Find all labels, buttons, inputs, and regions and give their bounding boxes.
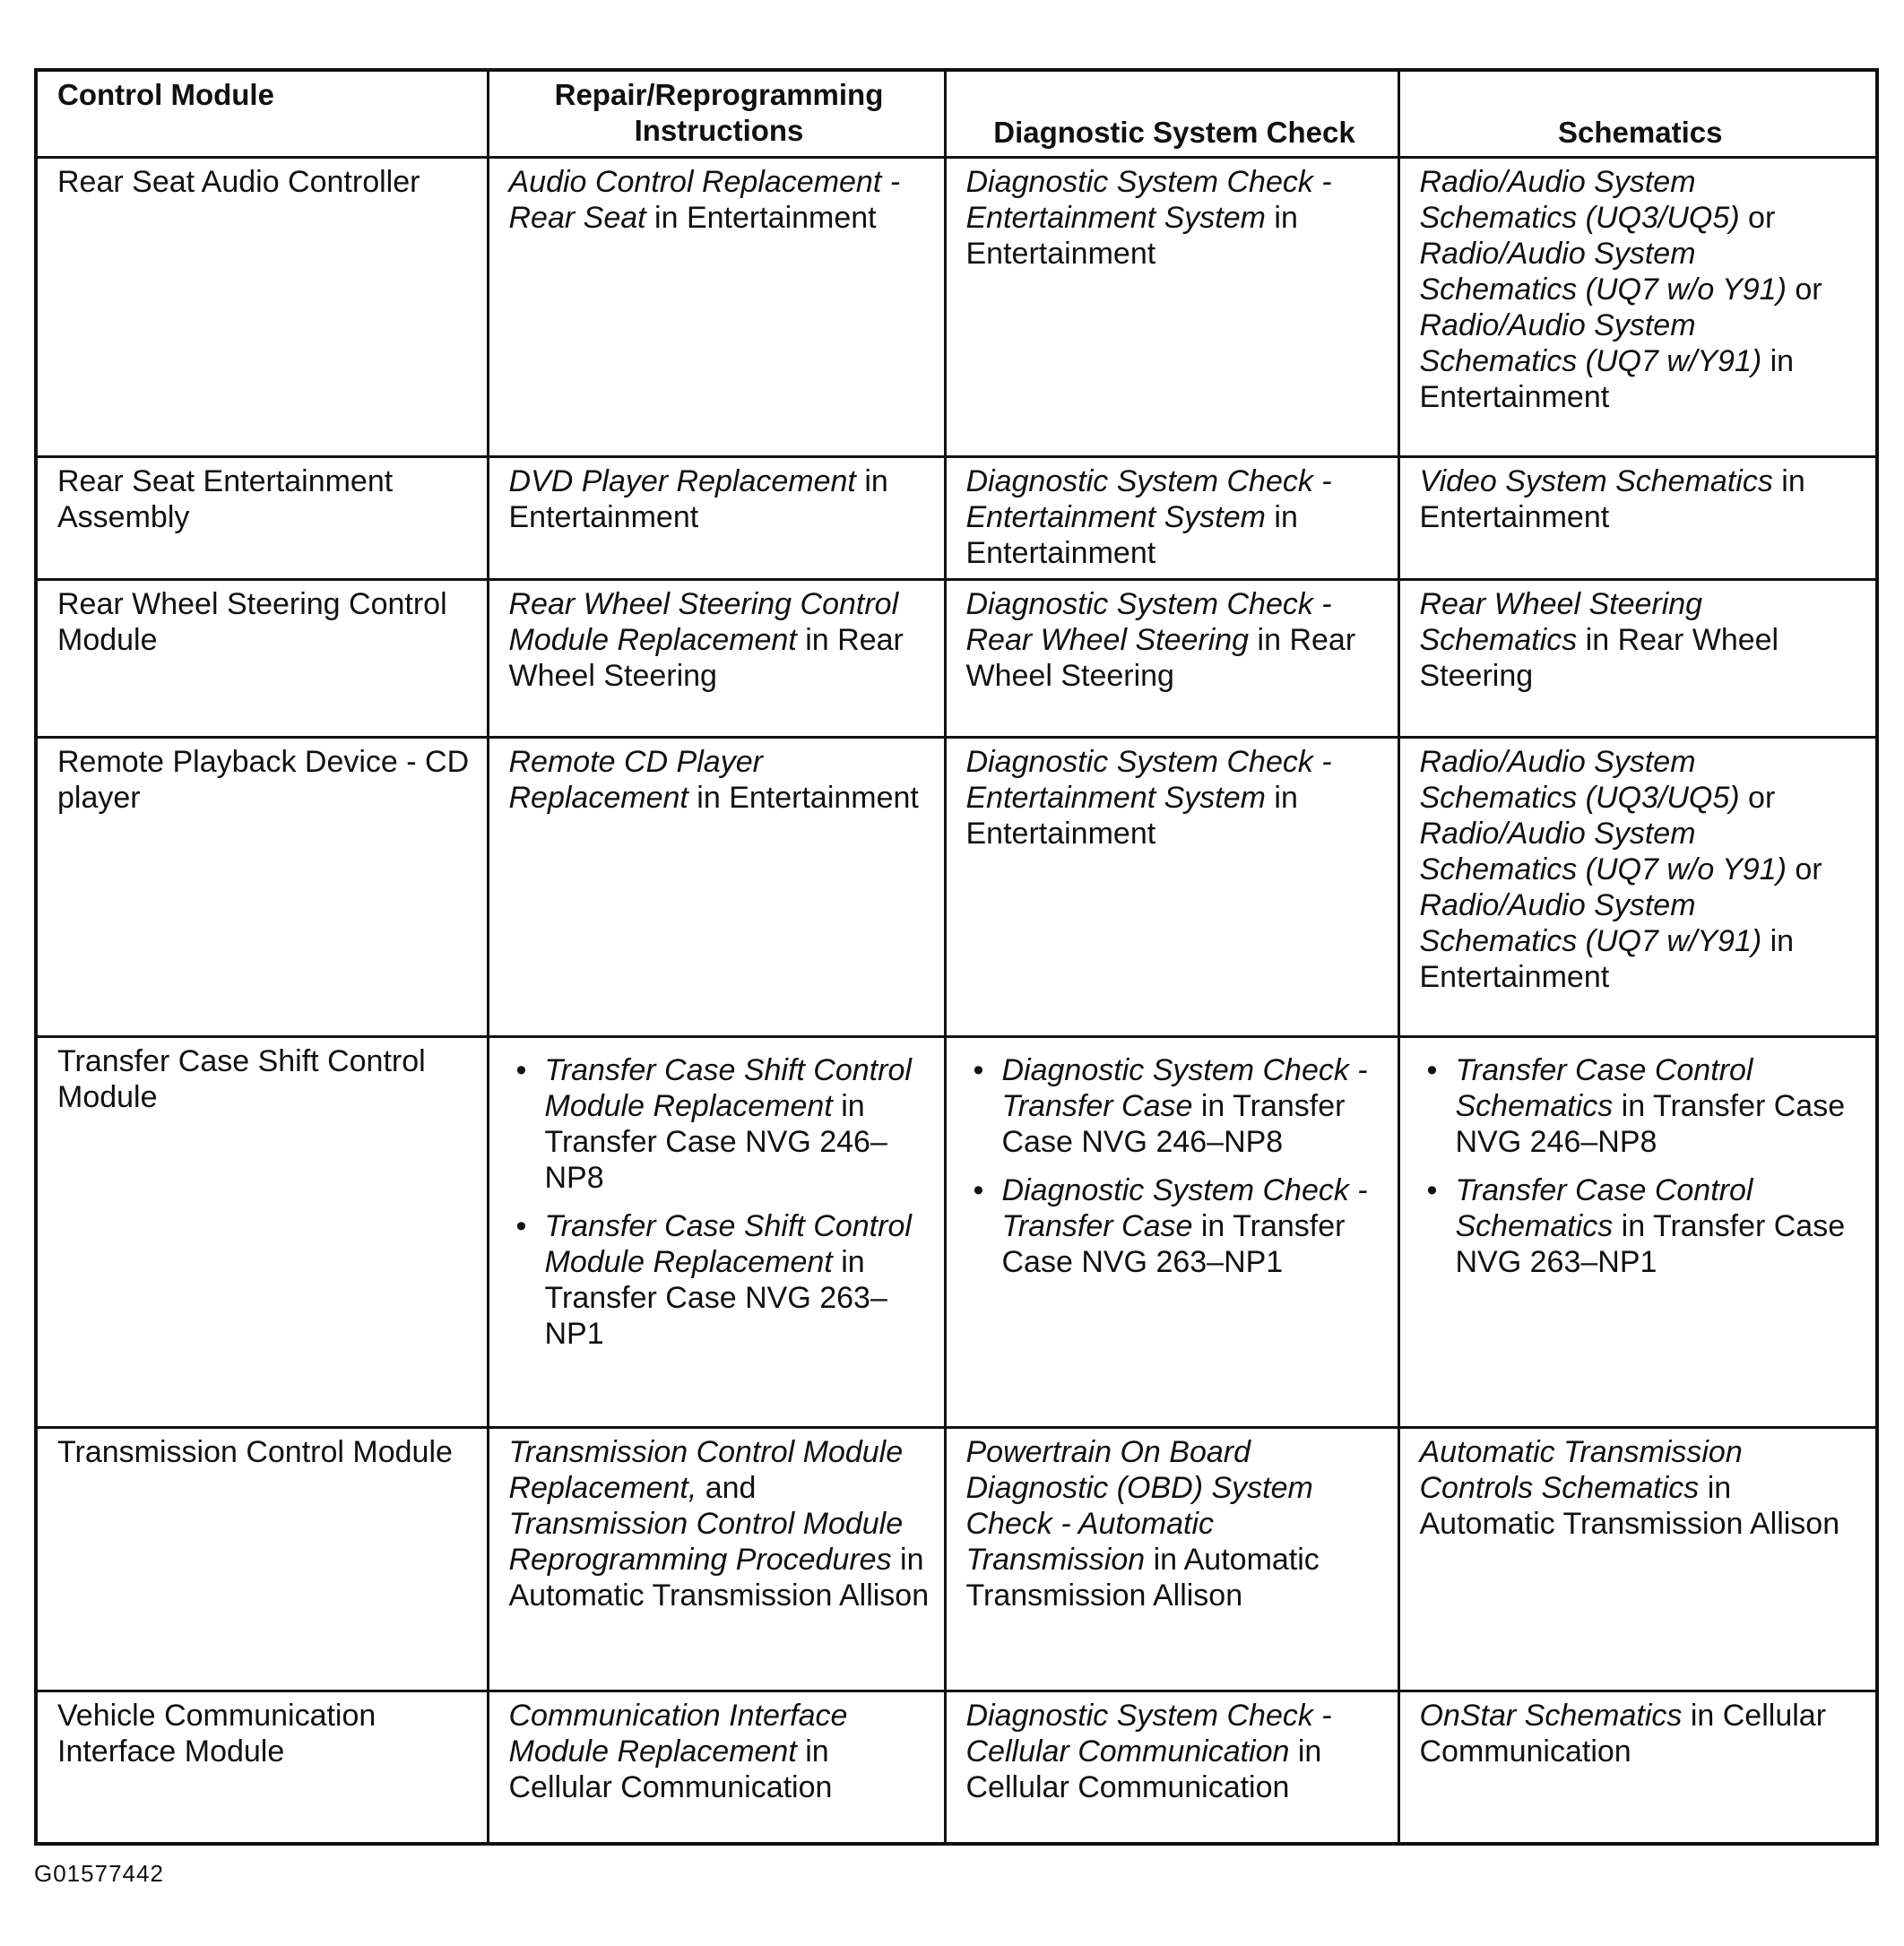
doc-link-text: Rear Wheel Steering Schematics [1419,587,1703,657]
location-text: in Transfer Case NVG 246–NP8 [544,1089,887,1195]
doc-link-text: Automatic Transmission Controls Schematics [1419,1435,1743,1505]
cell-module: Vehicle Communication Interface Module [36,1691,488,1844]
location-text: in Cellular Communication [965,1734,1322,1804]
doc-link-text: Diagnostic System Check - Cellular Communication [965,1699,1332,1769]
header-schematics: Schematics [1398,70,1877,158]
location-text: in Rear Wheel Steering [508,623,904,693]
doc-link-text: Diagnostic System Check - Transfer Case [1001,1053,1368,1123]
doc-link-text: Video System Schematics [1419,464,1773,498]
cell-module: Transmission Control Module [36,1428,488,1691]
location-text: in Entertainment [688,781,919,815]
cell-repair [488,738,945,1037]
bullet-list [509,1052,930,1352]
cell-schematics [1398,1428,1877,1691]
list-item [1456,1052,1862,1160]
location-text: in Cellular Communication [508,1734,833,1804]
location-text: in Transfer Case NVG 263–NP1 [544,1245,887,1351]
cell-repair [488,1037,945,1428]
location-text: in Entertainment [1419,344,1795,414]
doc-link-text: Rear Wheel Steering Control Module Replacement [508,587,899,657]
table-row [36,1037,1877,1428]
cell-schematics [1398,457,1877,580]
header-repair-instructions [488,70,945,158]
connector-text: and [697,1471,757,1505]
cell-module: Remote Playback Device - CD player [36,738,488,1037]
doc-link-text: Transfer Case Shift Control Module Replacement [544,1209,912,1279]
location-text: in Entertainment [965,781,1298,851]
header-control-module: Control Module [36,70,488,158]
location-text: in Entertainment [1419,464,1805,534]
doc-link-text: Transmission Control Module Reprogramming Procedures [508,1507,904,1577]
cell-module: Rear Seat Entertainment Assembly [36,457,488,580]
table-row [36,738,1877,1037]
cell-diagnostic [945,580,1398,738]
location-text: in Automatic Transmission Allison [508,1543,930,1613]
reference-table [34,68,1879,1846]
cell-repair [488,158,945,457]
cell-schematics [1398,158,1877,457]
list-item [1456,1172,1862,1280]
figure-id: G01577442 [34,1860,164,1887]
location-text: in Transfer Case NVG 246–NP8 [1455,1089,1846,1159]
doc-link-text: Communication Interface Module Replacement [508,1699,848,1769]
cell-diagnostic [945,1428,1398,1691]
cell-diagnostic [945,738,1398,1037]
doc-link-text: Remote CD Player Replacement [508,745,763,815]
doc-link-text: Transmission Control Module Replacement, [508,1435,904,1505]
cell-schematics [1398,738,1877,1037]
doc-link-text: Diagnostic System Check - Entertainment System [965,745,1332,815]
location-text: in Automatic Transmission Allison [965,1543,1320,1613]
location-text: in Transfer Case NVG 263–NP1 [1455,1209,1846,1279]
cell-schematics [1398,580,1877,738]
location-text: in Transfer Case NVG 263–NP1 [1001,1209,1346,1279]
connector-text: or [1786,852,1822,887]
doc-link-text: Transfer Case Control Schematics [1455,1053,1753,1123]
doc-link-text: Audio Control Replacement - Rear Seat [508,165,901,235]
connector-text: or [1739,781,1776,815]
doc-link-text: Transfer Case Control Schematics [1455,1173,1753,1243]
cell-repair [488,457,945,580]
doc-link-text: Diagnostic System Check - Transfer Case [1001,1173,1368,1243]
doc-link-text: Radio/Audio System Schematics (UQ7 w/Y91) [1419,888,1762,958]
location-text: in Transfer Case NVG 246–NP8 [1001,1089,1346,1159]
table-row [36,158,1877,457]
cell-repair [488,1428,945,1691]
doc-link-text: Powertrain On Board Diagnostic (OBD) System Check - Automatic Transmission [965,1435,1313,1577]
location-text: in Entertainment [965,500,1298,570]
doc-link-text: Transfer Case Shift Control Module Replacement [544,1053,912,1123]
doc-link-text: DVD Player Replacement [508,464,856,498]
cell-repair [488,1691,945,1844]
location-text: in Entertainment [965,201,1298,271]
cell-module: Transfer Case Shift Control Module [36,1037,488,1428]
cell-diagnostic [945,1691,1398,1844]
doc-link-text: Radio/Audio System Schematics (UQ7 w/o Y91) [1419,817,1787,887]
doc-link-text: Radio/Audio System Schematics (UQ3/UQ5) [1419,745,1740,815]
location-text: in Automatic Transmission Allison [1419,1471,1840,1541]
list-item [1002,1172,1383,1280]
location-text: in Rear Wheel Steering [1419,623,1779,693]
cell-diagnostic [945,457,1398,580]
doc-link-text: Radio/Audio System Schematics (UQ3/UQ5) [1419,165,1740,235]
connector-text: or [1786,272,1822,307]
location-text: in Entertainment [508,464,888,534]
table-row [36,1691,1877,1844]
location-text: in Entertainment [1419,924,1795,994]
doc-link-text: Radio/Audio System Schematics (UQ7 w/Y91) [1419,308,1762,378]
doc-link-text: Diagnostic System Check - Rear Wheel Steering [965,587,1332,657]
connector-text: or [1739,201,1776,235]
location-text: in Rear Wheel Steering [965,623,1356,693]
cell-module: Rear Seat Audio Controller [36,158,488,457]
doc-link-text: Diagnostic System Check - Entertainment System [965,165,1332,235]
bullet-list [1420,1052,1862,1280]
doc-link-text: Radio/Audio System Schematics (UQ7 w/o Y91) [1419,237,1787,307]
cell-diagnostic [945,1037,1398,1428]
cell-module: Rear Wheel Steering Control Module [36,580,488,738]
header-row [36,70,1877,158]
location-text: in Entertainment [645,201,877,235]
cell-schematics [1398,1037,1877,1428]
cell-repair [488,580,945,738]
cell-schematics [1398,1691,1877,1844]
doc-link-text: OnStar Schematics [1419,1699,1683,1733]
location-text: in Cellular Communication [1419,1699,1827,1769]
doc-link-text: Diagnostic System Check - Entertainment System [965,464,1332,534]
list-item [1002,1052,1383,1160]
header-repair-line1: Repair/Reprogramming [554,78,884,111]
list-item [545,1052,930,1196]
table-row [36,1428,1877,1691]
table-row [36,457,1877,580]
header-repair-line2: Instructions [634,114,804,147]
bullet-list [966,1052,1383,1280]
table-row [36,580,1877,738]
cell-diagnostic [945,158,1398,457]
list-item [545,1208,930,1352]
header-diagnostic-system-check: Diagnostic System Check [945,70,1398,158]
